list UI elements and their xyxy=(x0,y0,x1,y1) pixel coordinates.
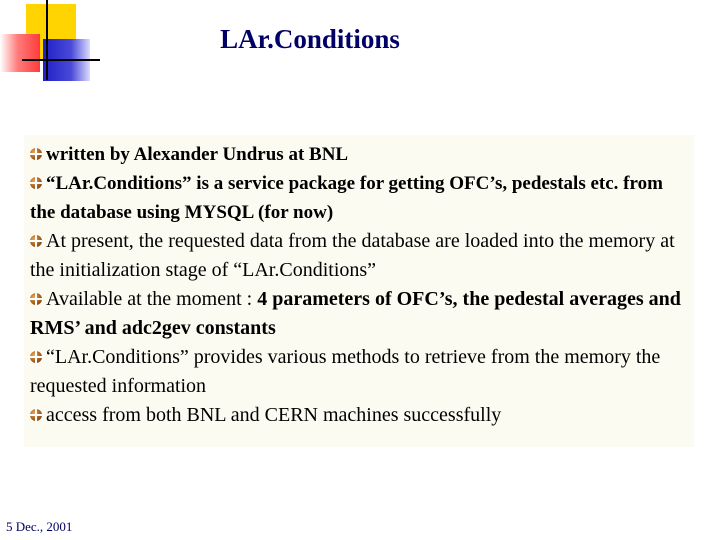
bullet-item-description xyxy=(30,169,690,227)
bullet-item-access xyxy=(30,401,690,430)
slide-title: LAr.Conditions xyxy=(220,24,400,54)
bullet-text: “LAr.Conditions” is a service package for getting OFC’s, pedestals etc. from the database using MYSQL (for now) xyxy=(30,173,663,223)
bullet-text: At present, the requested data from the database are loaded into the memory at the initialization stage of “LAr.Conditions” xyxy=(30,230,675,281)
bullet-text: written by Alexander Undrus at BNL xyxy=(46,144,349,165)
bullet-ball-icon xyxy=(30,235,42,247)
bullet-item-methods xyxy=(30,343,690,401)
bullet-text: access from both BNL and CERN machines successfully xyxy=(46,404,502,426)
footer-date: 5 Dec., 2001 xyxy=(6,519,73,534)
bullet-item-present xyxy=(30,227,690,285)
bullet-text-emphasis: 4 parameters of OFC’s, the pedestal averages and RMS’ and adc2gev constants xyxy=(30,288,681,339)
bullet-list xyxy=(30,140,690,430)
bullet-ball-icon xyxy=(30,293,42,305)
logo-horizontal-line xyxy=(22,59,100,61)
bullet-text-prefix: Available at the moment : xyxy=(46,288,258,310)
logo-red-square xyxy=(0,34,40,72)
bullet-ball-icon xyxy=(30,409,42,421)
bullet-ball-icon xyxy=(30,351,42,363)
decorative-logo xyxy=(0,0,100,90)
bullet-item-author xyxy=(30,140,690,169)
bullet-text: “LAr.Conditions” provides various methods to retrieve from the memory the requested information xyxy=(30,346,661,397)
bullet-ball-icon xyxy=(30,148,42,160)
bullet-item-available xyxy=(30,285,690,343)
bullet-ball-icon xyxy=(30,177,42,189)
logo-vertical-line xyxy=(46,0,48,80)
